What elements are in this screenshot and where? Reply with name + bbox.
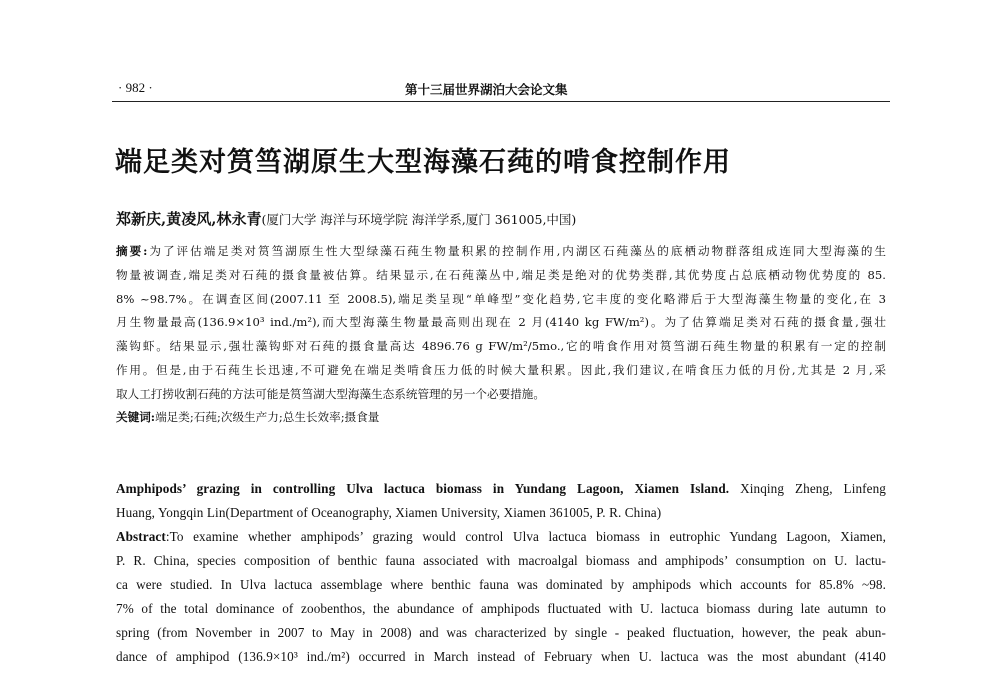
affiliation: (厦门大学 海洋与环境学院 海洋学系,厦门 361005,中国) [261, 212, 577, 227]
abstract-en-label: Abstract [116, 529, 166, 544]
keywords: 关键词:端足类;石莼;次级生产力;总生长效率;摄食量 [116, 410, 380, 424]
english-abstract-line: Abstract:To examine whether amphipods’ grazing would control Ulva lactuca biomass in eutrophic Yundang Lagoon, Xiamen, [116, 529, 886, 544]
abstract-zh-line: 藻钩虾。结果显示,强壮藻钩虾对石莼的摄食量高达 4896.76 g FW/m²/5mo.,它的啃食作用对筼筜湖石莼生物量的积累有一定的控制 [116, 339, 886, 353]
english-abstract-line: dance of amphipod (136.9×10³ ind./m²) occurred in March instead of February when U. lactuca was the most abundant (4140 [116, 649, 886, 664]
header-rule [112, 101, 890, 102]
abstract-zh-line: 取人工打捞收割石莼的方法可能是筼筜湖大型海藻生态系统管理的另一个必要措施。 [116, 387, 545, 401]
abstract-zh-line: 物量被调查,端足类对石莼的摄食量被估算。结果显示,在石莼藻丛中,端足类是绝对的优势类群,其优势度占总底栖动物优势度的 85. [116, 268, 886, 282]
running-header: 第十三届世界湖泊大会论文集 [405, 82, 568, 97]
abstract-label: 摘要: [116, 244, 148, 258]
english-title-line: Amphipods’ grazing in controlling Ulva lactuca biomass in Yundang Lagoon, Xiamen Island. Xinqing Zheng, Linfeng [116, 481, 886, 496]
abstract-zh-line: 作用。但是,由于石莼生长迅速,不可避免在端足类啃食压力低的时候大量积累。因此,我们建议,在啃食压力低的月份,尤其是 2 月,采 [116, 363, 886, 377]
english-abstract-line: spring (from November in 2007 to May in 2008) and was characterized by single - peaked fluctuation, however, the peak abun- [116, 625, 886, 640]
english-abstract-line: 7% of the total dominance of zoobenthos, the abundance of amphipods fluctuated with U. lactuca biomass during late autumn to [116, 601, 886, 616]
authors [116, 208, 576, 229]
abstract-zh-line: 摘要:为了评估端足类对筼筜湖原生性大型绿藻石莼生物量积累的控制作用,内湖区石莼藻丛的底栖动物群落组成连同大型海藻的生 [116, 244, 886, 258]
author-names: 郑新庆,黄凌风,林永青 [116, 210, 262, 228]
page-number: · 982 · [118, 80, 153, 95]
english-authors: Huang, Yongqin Lin(Department of Oceanography, Xiamen University, Xiamen 361005, P. R. China) [116, 505, 662, 520]
keywords-label: 关键词: [116, 410, 156, 424]
abstract-zh-line: 8% ~98.7%。在调查区间(2007.11 至 2008.5),端足类呈现“单峰型”变化趋势,它丰度的变化略滞后于大型海藻生物量的变化,在 3 [116, 292, 886, 306]
paper-title: 端足类对筼筜湖原生大型海藻石莼的啃食控制作用 [115, 147, 731, 178]
english-abstract-line: P. R. China, species composition of benthic fauna associated with macroalgal biomass and amphipods’ consumption on U. lactu- [116, 553, 886, 568]
english-abstract-line: ca were studied. In Ulva lactuca assemblage where benthic fauna was dominated by amphipods which accounts for 85.8% ~98. [116, 577, 886, 592]
abstract-zh-line: 月生物量最高(136.9×10³ ind./m²),而大型海藻生物量最高则出现在 2 月(4140 kg FW/m²)。为了估算端足类对石莼的摄食量,强壮 [116, 315, 886, 329]
english-title: Amphipods’ grazing in controlling Ulva lactuca biomass in Yundang Lagoon, Xiamen Island. [116, 481, 730, 496]
